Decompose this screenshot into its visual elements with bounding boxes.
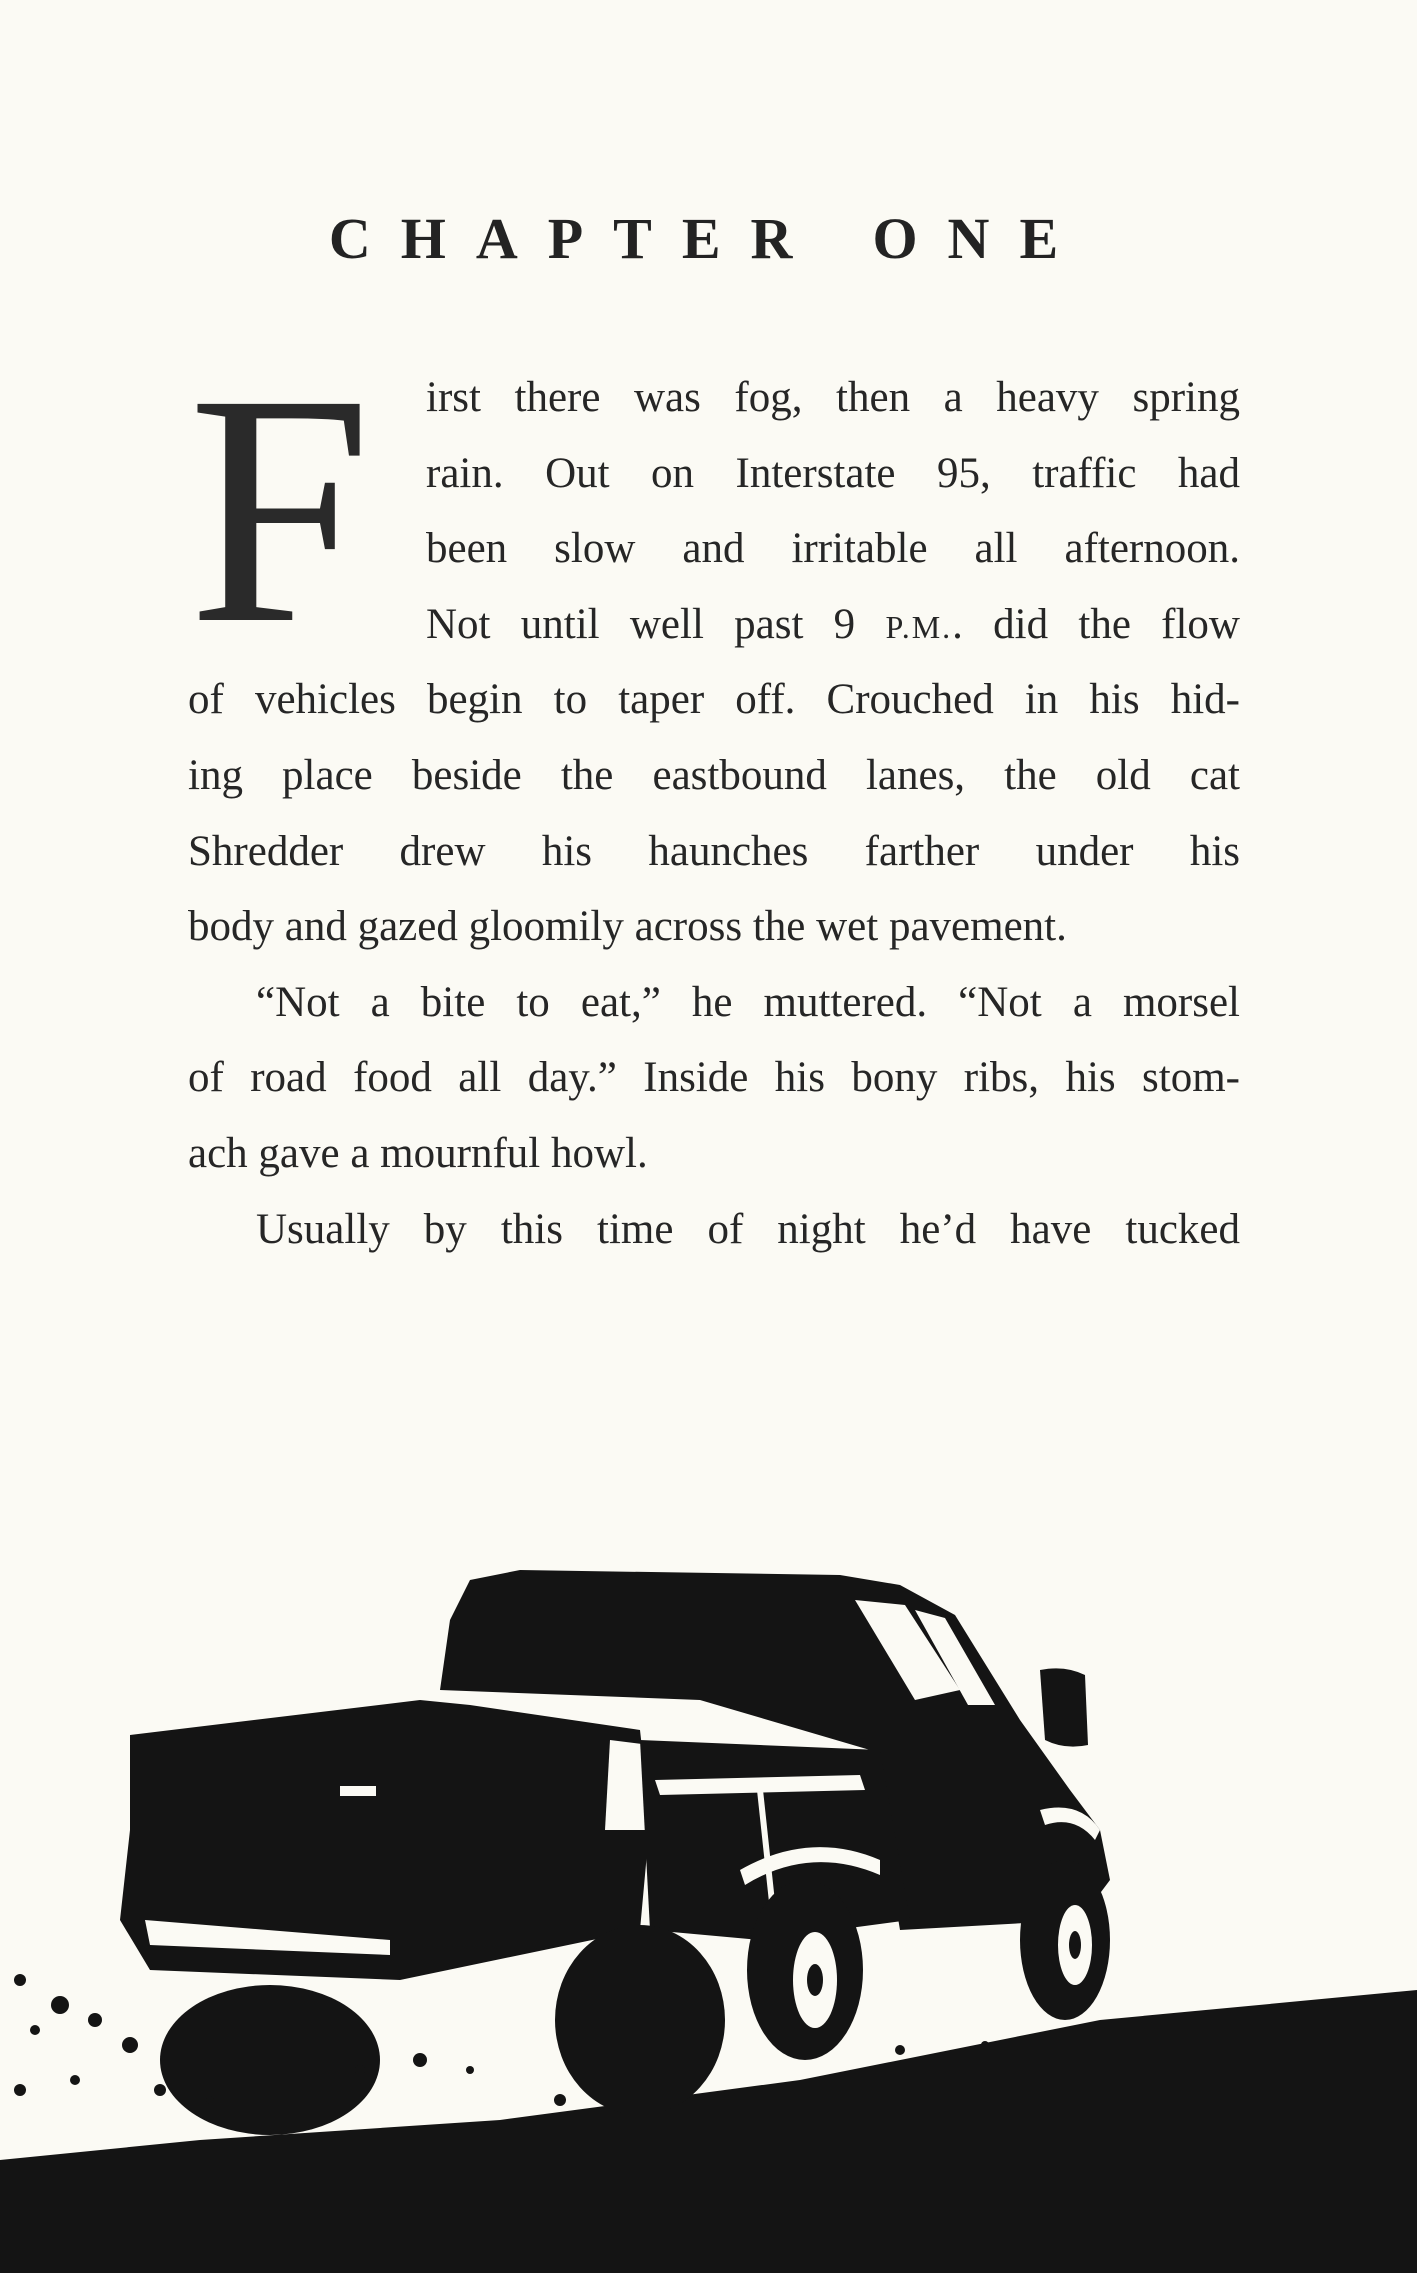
chapter-number-word: ONE — [872, 206, 1089, 271]
drop-cap-letter: F — [188, 327, 372, 692]
text-fragment: Not until well past 9 — [426, 600, 856, 648]
text-line: ach gave a mournful howl. — [188, 1129, 648, 1177]
text-line: rain. Out on Interstate 95, traffic had — [426, 449, 1240, 497]
chapter-body-text — [188, 360, 1240, 1267]
text-line: ing place beside the eastbound lanes, the old cat — [188, 751, 1240, 799]
chapter-heading-word: CHAPTER — [328, 206, 823, 271]
side-mirror — [1040, 1668, 1088, 1746]
text-line: Usually by this time of night he’d have tucked — [256, 1205, 1240, 1253]
text-line: been slow and irritable all afternoon. — [426, 525, 1240, 573]
tailgate-handle — [340, 1786, 376, 1796]
text-line: Shredder drew his haunches farther under his — [188, 827, 1240, 875]
rear-tire — [555, 1925, 725, 2115]
pickup-truck-illustration — [0, 1500, 1417, 2273]
text-line — [426, 587, 1240, 663]
text-line: “Not a bite to eat,” he muttered. “Not a morsel — [256, 978, 1240, 1026]
text-line: of vehicles begin to taper off. Crouched in his hid- — [188, 676, 1240, 724]
text-line: of road food all day.” Inside his bony ribs, his stom- — [188, 1054, 1240, 1102]
text-line: body and gazed gloomily across the wet pavement. — [188, 903, 1067, 951]
text-fragment: . did the flow — [952, 600, 1240, 648]
time-abbreviation: P.M. — [885, 608, 953, 645]
chapter-heading — [0, 205, 1417, 272]
far-front-hub-center — [1069, 1931, 1081, 1959]
text-line: irst there was fog, then a heavy spring — [426, 374, 1240, 421]
rear-wheel — [160, 1985, 380, 2135]
front-hub-center — [807, 1964, 823, 1996]
